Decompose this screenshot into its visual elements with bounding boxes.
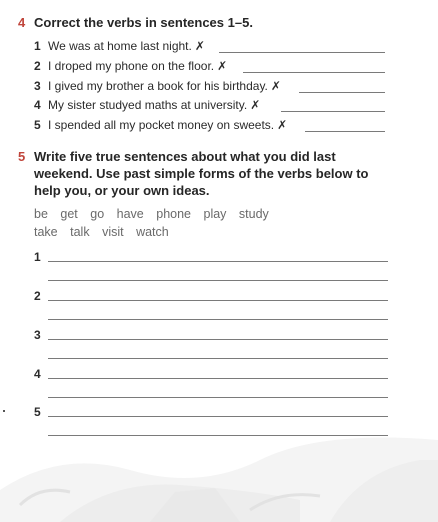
word-bank-word: go (90, 207, 105, 221)
sentence-item (34, 78, 281, 95)
exercise-number: 5 (18, 149, 26, 164)
cross-mark-icon: ✗ (270, 79, 281, 93)
word-bank-word: get (60, 207, 78, 221)
answer-line[interactable] (48, 339, 388, 340)
item-number: 1 (34, 39, 41, 53)
item-text: I spended all my pocket money on sweets. (48, 118, 275, 132)
exercise-number: 4 (18, 15, 26, 30)
answer-line[interactable] (305, 131, 385, 132)
answer-line[interactable] (48, 397, 388, 398)
answer-line[interactable] (219, 52, 385, 53)
answer-line[interactable] (48, 261, 388, 262)
cross-mark-icon: ✗ (277, 118, 288, 132)
word-bank-word: phone (156, 207, 192, 221)
word-bank-word: play (203, 207, 227, 221)
word-bank-word: talk (70, 225, 90, 239)
answer-line[interactable] (48, 358, 388, 359)
item-number: 2 (34, 59, 41, 73)
item-number: 5 (34, 118, 41, 132)
word-bank-word: take (34, 225, 58, 239)
answer-number: 4 (34, 367, 41, 381)
word-bank-word: study (238, 207, 269, 221)
answer-number: 3 (34, 328, 41, 342)
item-number: 3 (34, 79, 41, 93)
sentence-item (34, 117, 287, 134)
answer-line[interactable] (48, 435, 388, 436)
word-bank-word: watch (136, 225, 169, 239)
answer-line[interactable] (243, 72, 385, 73)
answer-line[interactable] (48, 378, 388, 379)
answer-number: 2 (34, 289, 41, 303)
cross-mark-icon: ✗ (217, 59, 228, 73)
item-text: My sister studyed maths at university. (48, 98, 248, 112)
exercise-4-heading (18, 14, 418, 31)
answer-line[interactable] (48, 280, 388, 281)
item-text: I gived my brother a book for his birthday. (48, 79, 268, 93)
answer-line[interactable] (299, 92, 385, 93)
exercise-instruction: Correct the verbs in sentences 1–5. (34, 15, 253, 30)
exercise-5-heading (18, 148, 418, 202)
word-bank-row (34, 205, 278, 223)
word-bank-row (34, 223, 178, 241)
answer-line[interactable] (281, 111, 385, 112)
answer-line[interactable] (48, 300, 388, 301)
word-bank-word: visit (102, 225, 124, 239)
sentence-item (34, 58, 227, 75)
answer-line[interactable] (48, 319, 388, 320)
background-decoration (0, 430, 438, 522)
cross-mark-icon: ✗ (194, 39, 205, 53)
word-bank-word: have (116, 207, 144, 221)
exercise-instruction: Write five true sentences about what you did last weekend. Use past simple forms of the verbs below to help you, or your own ideas. (34, 149, 369, 198)
sentence-item (34, 97, 260, 114)
sentence-item (34, 38, 205, 55)
word-bank-word: be (34, 207, 48, 221)
item-text: I droped my phone on the floor. (48, 59, 215, 73)
cross-mark-icon: ✗ (250, 98, 261, 112)
answer-line[interactable] (48, 416, 388, 417)
margin-mark (3, 410, 5, 412)
item-text: We was at home last night. (48, 39, 192, 53)
answer-number: 5 (34, 405, 41, 419)
item-number: 4 (34, 98, 41, 112)
answer-number: 1 (34, 250, 41, 264)
